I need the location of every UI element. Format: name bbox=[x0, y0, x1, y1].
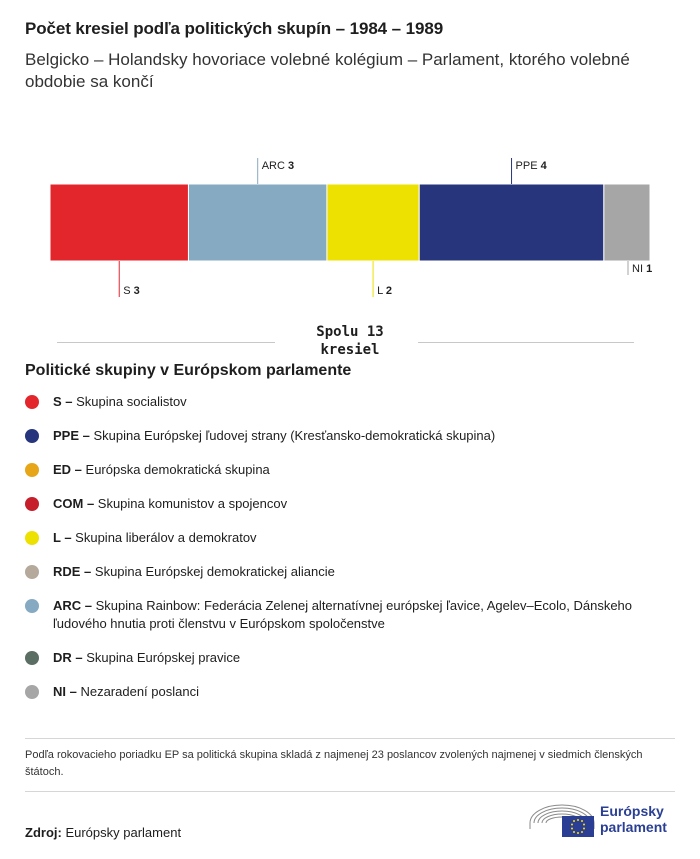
legend-description: Skupina Európskej pravice bbox=[82, 650, 241, 665]
legend-label bbox=[53, 597, 673, 633]
legend-item bbox=[25, 649, 675, 667]
legend-abbr: DR – bbox=[53, 650, 83, 665]
data-label-s: S 3 bbox=[123, 285, 140, 297]
total-divider-left bbox=[57, 342, 275, 343]
legend-item bbox=[25, 529, 675, 547]
total-seats-line2: kresiel bbox=[320, 342, 380, 358]
legend-item bbox=[25, 563, 675, 581]
legend-description: Skupina Európskej ľudovej strany (Kresťansko-demokratická skupina) bbox=[89, 428, 496, 443]
darkgreen-dot-icon bbox=[25, 651, 39, 665]
yellow-dot-icon bbox=[25, 531, 39, 545]
legend-label bbox=[53, 495, 673, 513]
seat-stacked-bar-chart bbox=[0, 140, 700, 310]
legend-description: Skupina liberálov a demokratov bbox=[71, 530, 257, 545]
hemicycle-flag-icon bbox=[528, 799, 596, 841]
legend-abbr: ARC – bbox=[53, 598, 93, 613]
legend-label bbox=[53, 427, 673, 445]
red-dot-icon bbox=[25, 395, 39, 409]
total-seats-label bbox=[285, 323, 415, 359]
legend-description: Skupina socialistov bbox=[72, 394, 187, 409]
chart-title: Počet kresiel podľa politických skupín – 1984 – 1989 bbox=[25, 19, 444, 38]
crimson-dot-icon bbox=[25, 497, 39, 511]
legend-label bbox=[53, 563, 673, 581]
legend-description: Nezaradení poslanci bbox=[76, 684, 199, 699]
data-label-ppe: PPE 4 bbox=[515, 160, 547, 172]
logo-line2: parlament bbox=[600, 819, 667, 835]
legend-label bbox=[53, 529, 673, 547]
source-line bbox=[25, 825, 181, 840]
total-seats-line1: Spolu 13 bbox=[316, 324, 384, 340]
legend-heading: Politické skupiny v Európskom parlamente bbox=[25, 362, 352, 379]
chart-subtitle: Belgicko – Holandsky hovoriace volebné kolégium – Parlament, ktorého volebné obdobie sa končí bbox=[25, 50, 630, 91]
source-value: Európsky parlament bbox=[65, 825, 182, 840]
grey-dot-icon bbox=[25, 685, 39, 699]
orange-dot-icon bbox=[25, 463, 39, 477]
source-label: Zdroj: bbox=[25, 825, 62, 840]
legend-label bbox=[53, 683, 673, 701]
data-label-ni: NI 1 bbox=[632, 263, 653, 275]
legend-abbr: S – bbox=[53, 394, 73, 409]
navy-dot-icon bbox=[25, 429, 39, 443]
legend-item bbox=[25, 495, 675, 513]
legend-description: Skupina Rainbow: Federácia Zelenej alternatívnej európskej ľavice, Agelev–Ecolo, Dánskeho ľudového hnutia proti členstvu v Európskom spoločenstve bbox=[53, 598, 633, 631]
legend-description: Skupina komunistov a spojencov bbox=[94, 496, 288, 511]
note-divider-bottom bbox=[25, 791, 675, 792]
legend-item bbox=[25, 461, 675, 479]
european-parliament-logo bbox=[528, 799, 678, 841]
legend-item bbox=[25, 597, 675, 633]
bar-segment-ni bbox=[604, 184, 650, 261]
bar-segment-s bbox=[50, 184, 188, 261]
legend-abbr: ED – bbox=[53, 462, 82, 477]
legend-description: Skupina Európskej demokratickej aliancie bbox=[91, 564, 335, 579]
beige-dot-icon bbox=[25, 565, 39, 579]
note-divider-top bbox=[25, 738, 675, 739]
bar-segment-arc bbox=[188, 184, 326, 261]
total-divider-right bbox=[418, 342, 634, 343]
legend-label bbox=[53, 393, 673, 411]
data-label-arc: ARC 3 bbox=[261, 160, 295, 172]
legend-abbr: L – bbox=[53, 530, 72, 545]
bar-segment-ppe bbox=[419, 184, 604, 261]
legend-item bbox=[25, 427, 675, 445]
legend-item bbox=[25, 393, 675, 411]
lightblue-dot-icon bbox=[25, 599, 39, 613]
legend-description: Európska demokratická skupina bbox=[81, 462, 270, 477]
legend-abbr: RDE – bbox=[53, 564, 92, 579]
legend-label bbox=[53, 461, 673, 479]
legend-abbr: COM – bbox=[53, 496, 95, 511]
legend-label bbox=[53, 649, 673, 667]
bar-segment-l bbox=[327, 184, 419, 261]
legend-abbr: NI – bbox=[53, 684, 77, 699]
data-label-l: L 2 bbox=[377, 285, 392, 297]
legend-item bbox=[25, 683, 675, 701]
legend-abbr: PPE – bbox=[53, 428, 90, 443]
logo-line1: Európsky bbox=[600, 803, 664, 819]
footnote: Podľa rokovacieho poriadku EP sa politická skupina skladá z najmenej 23 poslancov zvolených najmenej v siedmich členských štátoch. bbox=[25, 749, 643, 778]
